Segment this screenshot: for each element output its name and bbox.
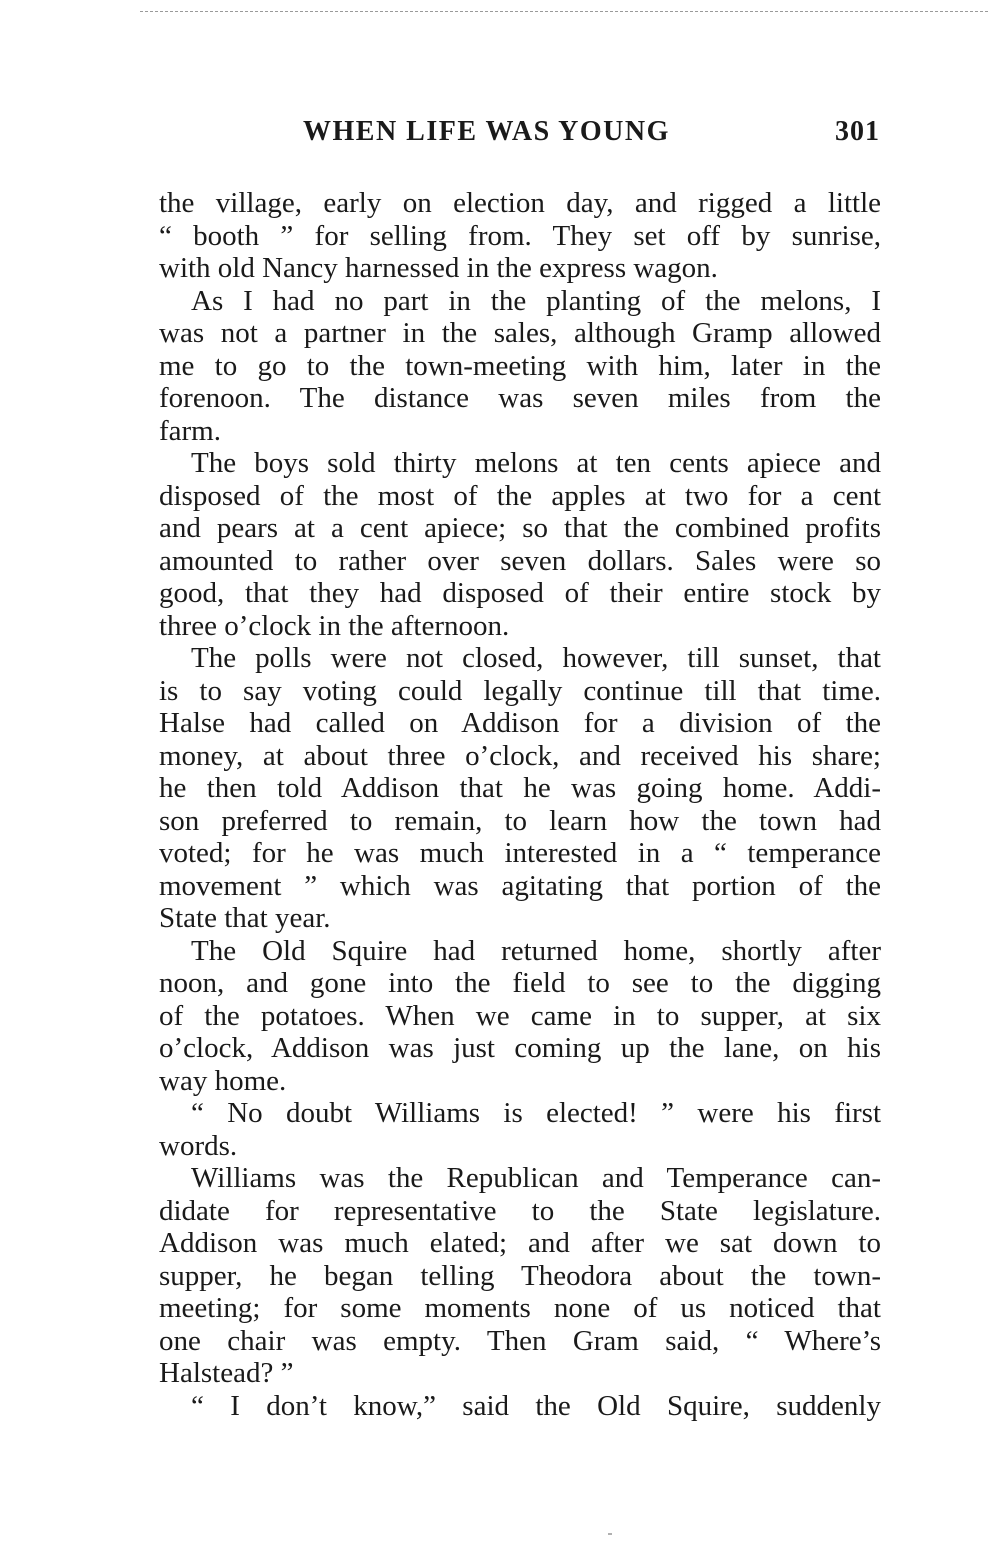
text-line: way home.: [159, 1064, 287, 1097]
text-line: Halse had called on Addison for a division of the: [159, 707, 881, 739]
text-line: “ booth ” for selling from. They set off by sunrise,: [159, 219, 881, 252]
text-line: one chair was empty. Then Gram said, “ Where’s: [159, 1324, 881, 1357]
text-line: money, at about three o’clock, and received his share;: [159, 739, 881, 772]
top-edge-rule: [140, 11, 988, 12]
text-line: me to go to the town-meeting with him, later in the: [159, 349, 881, 382]
text-line: voted; for he was much interested in a “ temperance: [159, 837, 881, 869]
text-line: The Old Squire had returned home, shortly after: [191, 934, 881, 967]
running-head-title: WHEN LIFE WAS YOUNG: [303, 116, 670, 147]
text-line: of the potatoes. When we came in to supper, at six: [159, 999, 881, 1032]
text-line: Halstead? ”: [159, 1357, 294, 1389]
text-line: movement ” which was agitating that portion of the: [159, 869, 881, 902]
text-line: o’clock, Addison was just coming up the lane, on his: [159, 1032, 881, 1064]
scan-speck: [608, 1533, 612, 1535]
text-line: meeting; for some moments none of us noticed that: [159, 1292, 881, 1324]
text-line: The polls were not closed, however, till sunset, that: [191, 642, 881, 674]
text-line: is to say voting could legally continue till that time.: [159, 674, 881, 707]
text-line: the village, early on election day, and rigged a little: [159, 187, 881, 219]
body-text: [159, 183, 881, 1422]
text-line: noon, and gone into the field to see to the digging: [159, 967, 881, 999]
text-line: supper, he began telling Theodora about the town-: [159, 1259, 881, 1292]
text-line: Williams was the Republican and Temperance can-: [191, 1162, 881, 1194]
text-line: and pears at a cent apiece; so that the combined profits: [159, 512, 881, 544]
running-head: [160, 116, 880, 156]
text-line: “ No doubt Williams is elected! ” were his first: [191, 1097, 881, 1129]
page-number: 301: [835, 116, 880, 147]
text-line: three o’clock in the afternoon.: [159, 609, 510, 642]
text-line: disposed of the most of the apples at two for a cent: [159, 479, 881, 512]
text-line: didate for representative to the State legislature.: [159, 1194, 881, 1227]
text-line: “ I don’t know,” said the Old Squire, suddenly: [191, 1389, 881, 1422]
text-line: Addison was much elated; and after we sat down to: [159, 1227, 881, 1259]
text-line: As I had no part in the planting of the melons, I: [191, 284, 881, 317]
text-line: was not a partner in the sales, although Gramp allowed: [159, 317, 881, 349]
text-line: words.: [159, 1129, 238, 1162]
text-line: with old Nancy harnessed in the express wagon.: [159, 252, 718, 284]
text-line: forenoon. The distance was seven miles from the: [159, 382, 881, 414]
text-line: son preferred to remain, to learn how the town had: [159, 804, 881, 837]
text-line: State that year.: [159, 902, 331, 934]
text-line: The boys sold thirty melons at ten cents apiece and: [191, 447, 881, 479]
text-line: amounted to rather over seven dollars. Sales were so: [159, 544, 881, 577]
text-line: farm.: [159, 414, 221, 447]
text-line: he then told Addison that he was going home. Addi-: [159, 772, 881, 804]
text-line: good, that they had disposed of their entire stock by: [159, 577, 881, 609]
